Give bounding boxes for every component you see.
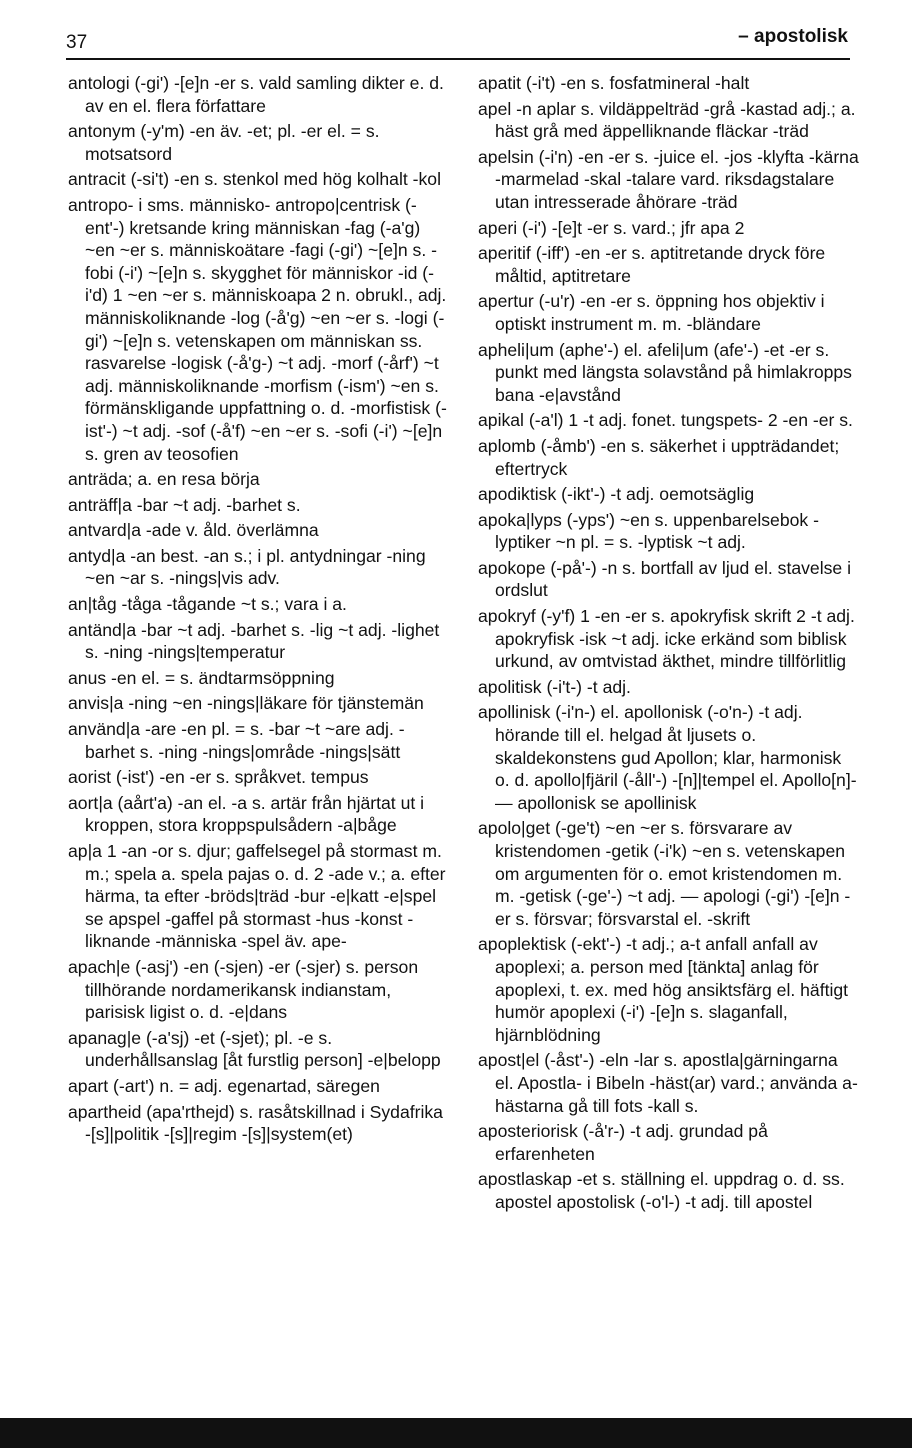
dictionary-entry: apollinisk (-i'n-) el. apollonisk (-o'n-) -t adj. hörande till el. helgad åt ljusets o. skaldekonstens gud Apollon; klar, harmonisk o. d. apollo|fjäril (-åll'-) -[n]|tempel el. Apollo[n]- — apollonisk se apollinisk	[478, 702, 857, 813]
dictionary-entry: apertur (-u'r) -en -er s. öppning hos objektiv i optiskt instrument m. m. -bländare	[478, 291, 825, 334]
right-column	[478, 72, 860, 1217]
dictionary-entry: apost|el (-åst'-) -eln -lar s. apostla|gärningarna el. Apostla- i Bibeln -häst(ar) vard.; använda a-hästarna gå till fots -kall s.	[478, 1050, 858, 1116]
dictionary-entry: apartheid (apa'rthejd) s. rasåtskillnad i Sydafrika -[s]|politik -[s]|regim -[s]|system(et)	[68, 1101, 443, 1145]
dictionary-entry: apikal (-a'l) 1 -t adj. fonet. tungspets- 2 -en -er s.	[478, 410, 853, 431]
dictionary-entry: antologi (-gi') -[e]n -er s. vald samling dikter e. d. av en el. flera författare	[68, 73, 444, 116]
dictionary-entry: aplomb (-åmb') -en s. säkerhet i uppträdandet; eftertryck	[478, 435, 840, 479]
dictionary-entry: ap|a 1 -an -or s. djur; gaffelsegel på stormast m. m.; spela a. spela pajas o. d. 2 -ade v.; a. efter härma, ta efter -bröds|träd -bur -e|katt -e|spel se apspel -gaffel på stormast -hus -konst -liknande -människa -spel äv. ape-	[68, 841, 446, 952]
dictionary-entry: apelsin (-i'n) -en -er s. -juice el. -jos -klyfta -kärna -marmelad -skal -talare vard. riksdagstalare utan intresserade åhörare -träd	[478, 146, 859, 212]
dictionary-entry: apolo|get (-ge't) ~en ~er s. försvarare av kristendomen -getik (-i'k) ~en s. vetenskapen om argumenten för o. emot kristendomen m. m. -getisk (-ge'-) ~t adj. — apologi (-gi') -[e]n -er s. försvar; försvarstal el. -skrift	[478, 818, 851, 929]
dictionary-entry: anvis|a -ning ~en -nings|läkare för tjänstemän	[68, 693, 424, 714]
dictionary-entry: aorist (-ist') -en -er s. språkvet. tempus	[68, 767, 369, 788]
dictionary-entry: antänd|a -bar ~t adj. -barhet s. -lig ~t adj. -lighet s. -ning -nings|temperatur	[68, 619, 440, 663]
dictionary-entry: antonym (-y'm) -en äv. -et; pl. -er el. = s. motsatsord	[68, 121, 380, 164]
dictionary-entry: apodiktisk (-ikt'-) -t adj. oemotsäglig	[478, 484, 755, 505]
dictionary-entry: aort|a (aårt'a) -an el. -a s. artär från hjärtat ut i kroppen, stora kroppspulsådern -a|båge	[68, 792, 425, 836]
dictionary-entry: aperitif (-iff') -en -er s. aptitretande dryck före måltid, aptitretare	[478, 243, 826, 286]
dictionary-entry: apostlaskap -et s. ställning el. uppdrag o. d. ss. apostel apostolisk (-o'l-) -t adj. till apostel	[478, 1169, 845, 1212]
dictionary-entry: använd|a -are -en pl. = s. -bar ~t ~are adj. -barhet s. -ning -nings|område -nings|sätt	[68, 719, 405, 762]
dictionary-entry: aperi (-i') -[e]t -er s. vard.; jfr apa 2	[478, 217, 745, 238]
dictionary-entry: antvard|a -ade v. åld. överlämna	[68, 520, 319, 541]
dictionary-entry: apheli|um (aphe'-) el. afeli|um (afe'-) -et -er s. punkt med längsta solavstånd på himlakropps bana -e|avstånd	[478, 339, 852, 405]
dictionary-entry: apokryf (-y'f) 1 -en -er s. apokryfisk skrift 2 -t adj. apokryfisk -isk ~t adj. icke erkänd som biblisk urkund, av omtvistad äkthet, mindre tillförlitlig	[478, 606, 855, 672]
dictionary-entry: antyd|a -an best. -an s.; i pl. antydningar -ning ~en ~ar s. -nings|vis adv.	[68, 545, 426, 589]
running-head: – apostolisk	[738, 26, 848, 47]
dictionary-entry: aposteriorisk (-å'r-) -t adj. grundad på erfarenheten	[478, 1121, 768, 1164]
scan-bottom-border	[0, 1418, 912, 1448]
dictionary-entry: antracit (-si't) -en s. stenkol med hög kolhalt -kol	[68, 169, 441, 190]
header-rule	[66, 58, 850, 60]
page-number: 37	[66, 32, 88, 53]
dictionary-entry: apoplektisk (-ekt'-) -t adj.; a-t anfall anfall av apoplexi; a. person med [tänkta] anlag för apoplexi, t. ex. med hög ansiktsfärg el. häftigt humör apoplexi (-i') -[e]n s. slaganfall, hjärnblödning	[478, 934, 849, 1045]
dictionary-entry: apach|e (-asj') -en (-sjen) -er (-sjer) s. person tillhörande nordamerikansk indianstam, parisisk ligist o. d. -e|dans	[68, 956, 419, 1023]
dictionary-entry: an|tåg -tåga -tågande ~t s.; vara i a.	[68, 594, 347, 615]
dictionary-entry: apolitisk (-i't-) -t adj.	[478, 676, 631, 697]
dictionary-entry: apanag|e (-a'sj) -et (-sjet); pl. -e s. underhållsanslag [åt furstlig person] -e|belopp	[68, 1027, 441, 1071]
dictionary-entry: apoka|lyps (-yps') ~en s. uppenbarelsebok -lyptiker ~n pl. = s. -lyptisk ~t adj.	[478, 509, 819, 553]
dictionary-entry: antropo- i sms. människo- antropo|centrisk (-ent'-) kretsande kring människan -fag (-a'g) ~en ~er s. människoätare -fagi (-gi') ~[e]n s. -fobi (-i') ~[e]n s. skygghet för människor -id (-i'd) 1 ~en ~er s. människoapa 2 n. obrukl., adj. människoliknande -log (-å'g) ~en ~er s. -logi (-gi') ~[e]n s. vetenskapen om människan ss. rasvarelse -logisk (-å'g-) ~t adj. -morf (-årf') ~t adj. människoliknande -morfism (-ism') ~en s. förmänskligande uppfattning o. d. -morfistisk (-ist'-) ~t adj. -sof (-å'f) ~en ~er s. -sofi (-i') ~[e]n s. gren av teosofien	[68, 194, 447, 464]
dictionary-entry: apokope (-på'-) -n s. bortfall av ljud el. stavelse i ordslut	[478, 557, 851, 601]
dictionary-entry: apel -n aplar s. vildäppelträd -grå -kastad adj.; a. häst grå med äppelliknande fläckar -träd	[478, 98, 856, 142]
left-column	[68, 72, 450, 1149]
dictionary-entry: anus -en el. = s. ändtarmsöppning	[68, 667, 335, 688]
dictionary-entry: anträff|a -bar ~t adj. -barhet s.	[68, 494, 301, 515]
dictionary-entry: anträda; a. en resa börja	[68, 469, 260, 490]
dictionary-entry: apatit (-i't) -en s. fosfatmineral -halt	[478, 73, 750, 93]
dictionary-entry: apart (-art') n. = adj. egenartad, säregen	[68, 1075, 380, 1096]
